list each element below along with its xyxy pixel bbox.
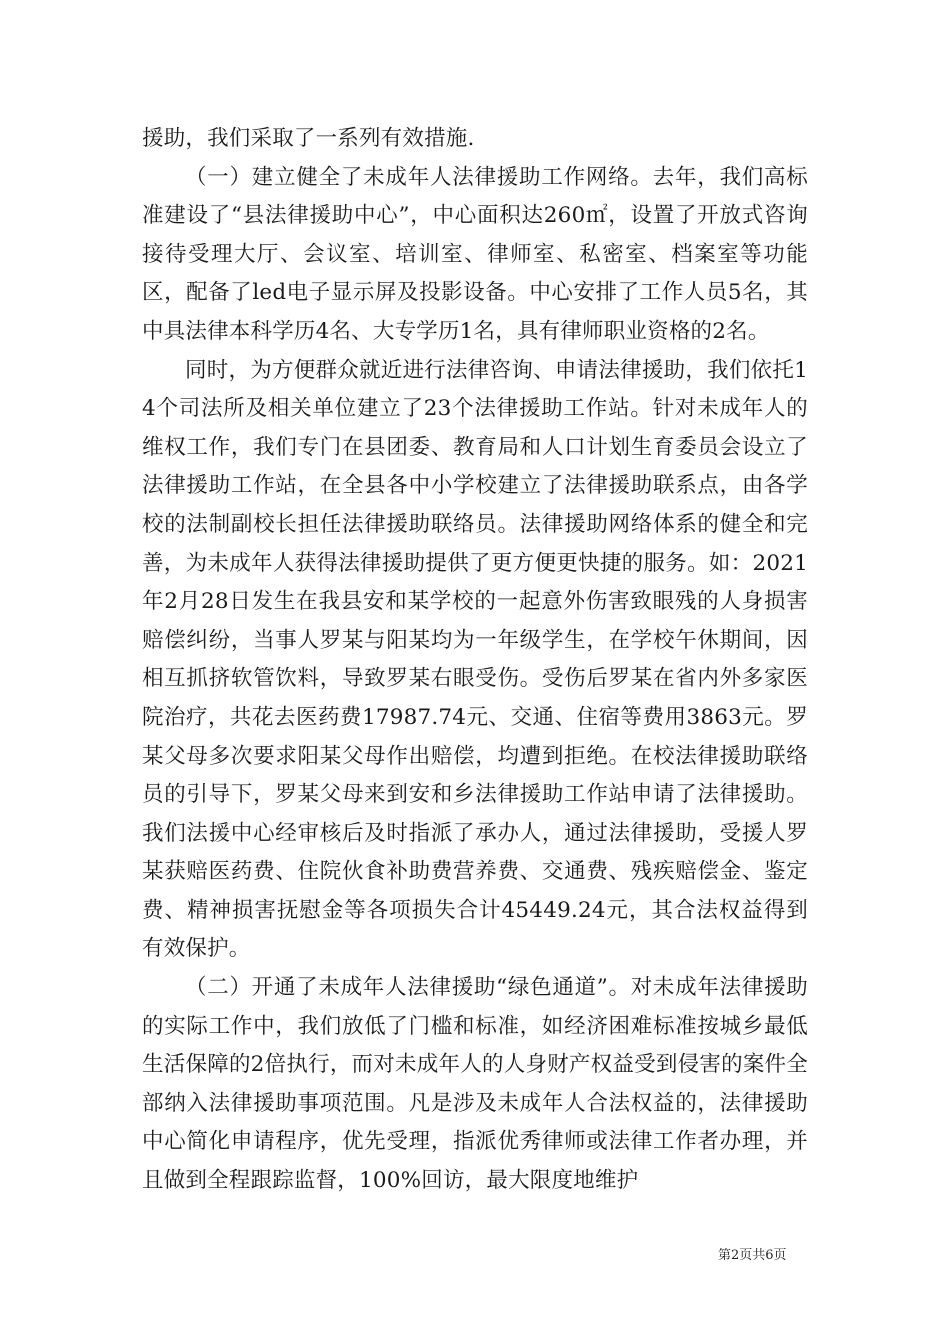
paragraph-continuation: 援助，我们采取了一系列有效措施. — [142, 126, 475, 151]
paragraph-section-one: （一）建立健全了未成年人法律援助工作网络。去年，我们高标准建设了“县法律援助中心”，中心面积达260㎡，设置了开放式咨询接待受理大厅、会议室、培训室、律师室、私密室、档案室等功能区，配备了led电子显示屏及投影设备。中心安排了工作人员5名，其中具法律本科学历4名、大专学历1名，具有律师职业资格的2名。 — [142, 164, 808, 344]
page-number-footer: 第2页共6页 — [718, 1248, 787, 1263]
paragraph-section-two: （二）开通了未成年人法律援助“绿色通道”。对未成年法律援助的实际工作中，我们放低了门槛和标准，如经济困难标准按城乡最低生活保障的2倍执行，而对未成年人的人身财产权益受到侵害的案件全部纳入法律援助事项范围。凡是涉及未成年人合法权益的，法律援助中心简化申请程序，优先受理，指派优秀律师或法律工作者办理，并且做到全程跟踪监督，100%回访，最大限度地维护 — [142, 975, 808, 1194]
paragraph-case-example: 同时，为方便群众就近进行法律咨询、申请法律援助，我们依托14个司法所及相关单位建立了23个法律援助工作站。针对未成年人的维权工作，我们专门在县团委、教育局和人口计划生育委员会设立了法律援助工作站，在全县各中小学校建立了法律援助联系点，由各学校的法制副校长担任法律援助联络员。法律援助网络体系的健全和完善，为未成年人获得法律援助提供了更方便更快捷的服务。如：2021年2月28日发生在我县安和某学校的一起意外伤害致眼残的人身损害赔偿纠纷，当事人罗某与阳某均为一年级学生，在学校午休期间，因相互抓挤软管饮料，导致罗某右眼受伤。受伤后罗某在省内外多家医院治疗，共花去医药费17987.74元、交通、住宿等费用3863元。罗某父母多次要求阳某父母作出赔偿，均遭到拒绝。在校法律援助联络员的引导下，罗某父母来到安和乡法律援助工作站申请了法律援助。我们法援中心经审核后及时指派了承办人，通过法律援助，受援人罗某获赔医药费、住院伙食补助费营养费、交通费、残疾赔偿金、鉴定费、精神损害抚慰金等各项损失合计45449.24元，其合法权益得到有效保护。 — [142, 357, 808, 962]
document-body — [142, 120, 808, 1201]
